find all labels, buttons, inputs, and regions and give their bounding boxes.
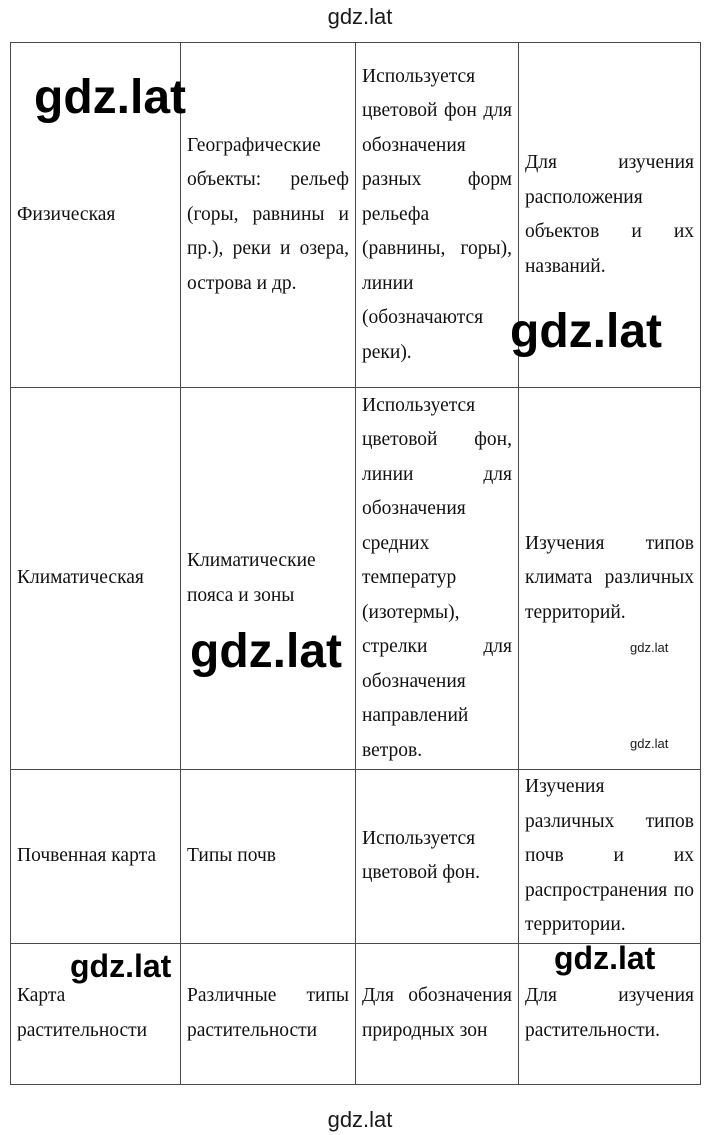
content-cell: Климатические пояса и зоны bbox=[181, 388, 356, 770]
content-cell: Географические объекты: рельеф (горы, равнины и пр.), реки и озера, острова и др. bbox=[181, 43, 356, 388]
purpose-cell: Изучения типов климата различных территорий. bbox=[519, 388, 701, 770]
map-type-cell: Физическая bbox=[11, 43, 181, 388]
map-type-cell: Климатическая bbox=[11, 388, 181, 770]
watermark-top: gdz.lat bbox=[327, 4, 393, 29]
watermark-large: gdz.lat bbox=[190, 625, 342, 678]
watermark-small: gdz.lat bbox=[630, 736, 669, 751]
table-row bbox=[11, 388, 701, 770]
watermark-large: gdz.lat bbox=[34, 71, 186, 124]
watermark-bottom: gdz.lat bbox=[327, 1107, 393, 1132]
map-types-table bbox=[10, 42, 701, 1085]
means-cell: Используется цветовой фон. bbox=[356, 770, 519, 944]
means-cell: Используется цветовой фон для обозначения разных форм рельефа (равнины, горы), линии (обозначаются реки). bbox=[356, 43, 519, 388]
watermark-medium: gdz.lat bbox=[70, 948, 172, 984]
table-row bbox=[11, 770, 701, 944]
watermark-medium: gdz.lat bbox=[554, 940, 656, 976]
purpose-cell: Изучения различных типов почв и их распространения по территории. bbox=[519, 770, 701, 944]
means-cell: Для обозначения природных зон bbox=[356, 943, 519, 1084]
map-type-cell: Карта растительности bbox=[11, 943, 181, 1084]
purpose-cell: Для изучения расположения объектов и их названий. bbox=[519, 43, 701, 388]
map-type-cell: Почвенная карта bbox=[11, 770, 181, 944]
watermark-large: gdz.lat bbox=[510, 305, 662, 358]
means-cell: Используется цветовой фон, линии для обозначения средних температур (изотермы), стрелки для обозначения направлений ветров. bbox=[356, 388, 519, 770]
content-cell: Различные типы растительности bbox=[181, 943, 356, 1084]
watermark-small: gdz.lat bbox=[630, 640, 669, 655]
content-cell: Типы почв bbox=[181, 770, 356, 944]
purpose-cell: Для изучения растительности. bbox=[519, 943, 701, 1084]
